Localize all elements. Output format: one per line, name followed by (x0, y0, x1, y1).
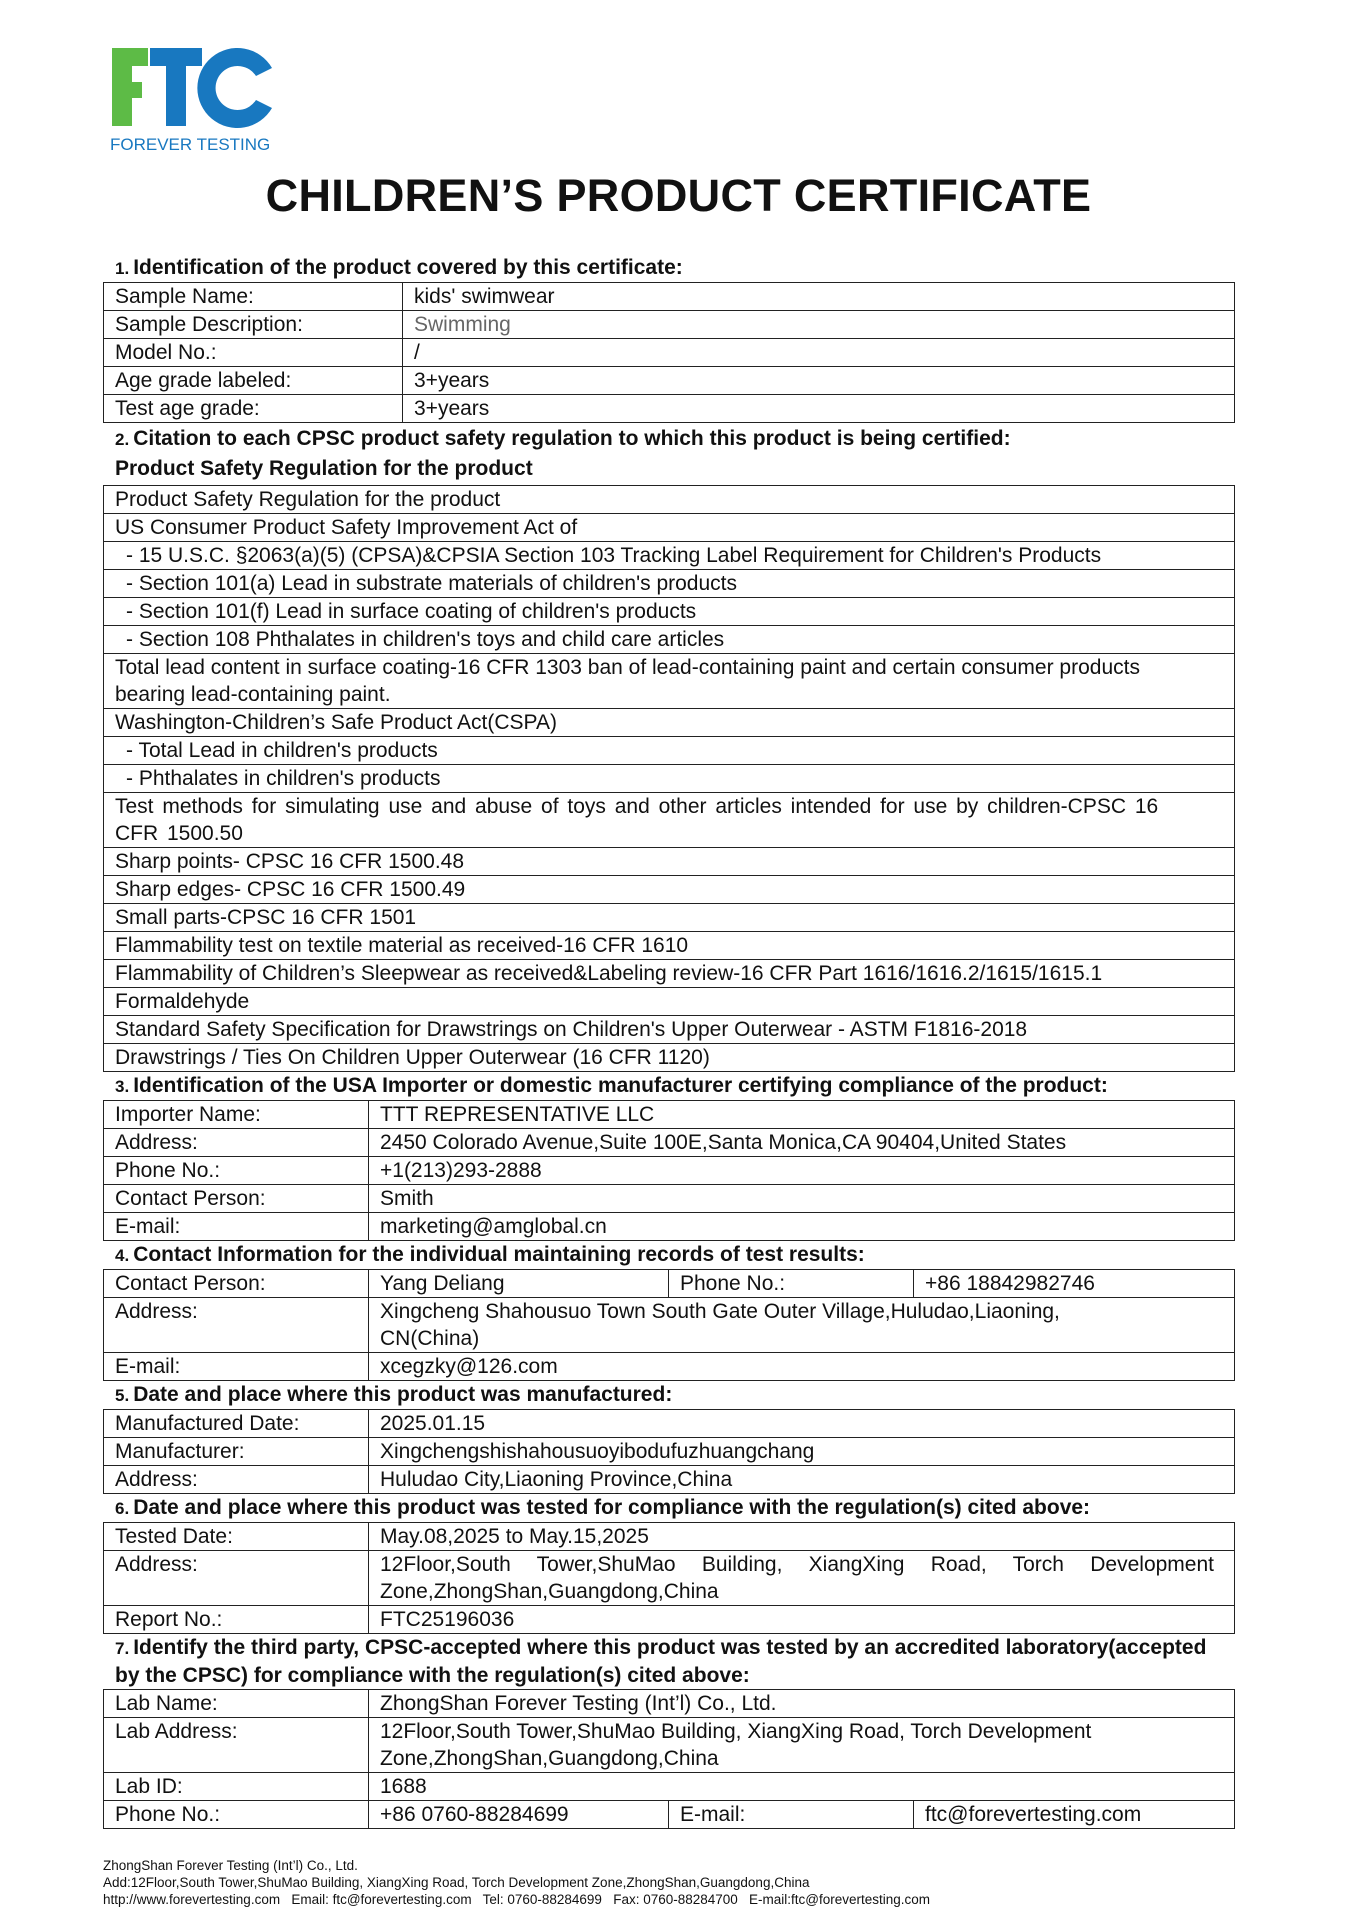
table-row: - 15 U.S.C. §2063(a)(5) (CPSA)&CPSIA Section 103 Tracking Label Requirement for Children's Products (104, 542, 1235, 570)
section-4-table (103, 1269, 1235, 1381)
table-row: Flammability test on textile material as received-16 CFR 1610 (104, 932, 1235, 960)
table-row: Contact Person: Smith (104, 1185, 1235, 1213)
certificate-body (103, 254, 1235, 1829)
table-row: US Consumer Product Safety Improvement Act of (104, 514, 1235, 542)
section-6-heading: 6. Date and place where this product was tested for compliance with the regulation(s) cited above: (115, 1496, 1091, 1519)
table-row: Phone No.: +86 0760-88284699 E-mail: ftc@forevertesting.com (104, 1801, 1235, 1829)
table-row: Lab Address: 12Floor,South Tower,ShuMao Building, XiangXing Road, Torch Development Zone,ZhongShan,Guangdong,China (104, 1718, 1235, 1773)
ftc-logo-mark (110, 46, 280, 156)
table-row: Lab ID: 1688 (104, 1773, 1235, 1801)
table-row: Washington-Children’s Safe Product Act(CSPA) (104, 709, 1235, 737)
table-row: - Total Lead in children's products (104, 737, 1235, 765)
table-row: Model No.: / (104, 339, 1235, 367)
table-row: Formaldehyde (104, 988, 1235, 1016)
table-row: Tested Date: May.08,2025 to May.15,2025 (104, 1523, 1235, 1551)
section-2-subheading: Product Safety Regulation for the product (115, 457, 533, 480)
table-row: Product Safety Regulation for the product (104, 486, 1235, 514)
section-7-heading: 7. Identify the third party, CPSC-accepted where this product was tested by an accredited laboratory(accepted by the CPSC) for compliance with the regulation(s) cited above: (115, 1636, 1207, 1687)
page-title: CHILDREN’S PRODUCT CERTIFICATE (265, 170, 1092, 221)
footer-company: ZhongShan Forever Testing (Int’l) Co., Ltd. (103, 1858, 358, 1873)
section-5-heading: 5. Date and place where this product was manufactured: (115, 1383, 673, 1406)
section-3-heading: 3. Identification of the USA Importer or domestic manufacturer certifying compliance of the product: (115, 1074, 1108, 1097)
table-row: - Phthalates in children's products (104, 765, 1235, 793)
section-3-table (103, 1100, 1235, 1241)
section-5-table (103, 1409, 1235, 1494)
table-row: Sample Name: kids' swimwear (104, 283, 1235, 311)
section-2-table (103, 485, 1235, 1072)
table-row: Age grade labeled: 3+years (104, 367, 1235, 395)
table-row: Contact Person: Yang Deliang Phone No.: +86 18842982746 (104, 1270, 1235, 1298)
section-4-heading: 4. Contact Information for the individual maintaining records of test results: (115, 1243, 865, 1266)
table-row: Lab Name: ZhongShan Forever Testing (Int’l) Co., Ltd. (104, 1690, 1235, 1718)
section-1-heading: 1. Identification of the product covered by this certificate: (115, 256, 683, 279)
section-1-table (103, 282, 1235, 423)
table-row: Address: Xingcheng Shahousuo Town South Gate Outer Village,Huludao,Liaoning, CN(China) (104, 1298, 1235, 1353)
table-row: E-mail: marketing@amglobal.cn (104, 1213, 1235, 1241)
page-footer (103, 1857, 930, 1908)
footer-contacts: http://www.forevertesting.com Email: ftc@forevertesting.com Tel: 0760-88284699 Fax: 0760-88284700 E-mail:ftc@forevertesting.com (103, 1892, 931, 1907)
table-row: Address: 12Floor,South Tower,ShuMao Building, XiangXing Road, Torch Development Zone,ZhongShan,Guangdong,China (104, 1551, 1235, 1606)
footer-address: Add:12Floor,South Tower,ShuMao Building, XiangXing Road, Torch Development Zone,ZhongShan,Guangdong,China (103, 1875, 810, 1890)
section-2-heading: 2. Citation to each CPSC product safety regulation to which this product is being certified: (115, 427, 1011, 450)
table-row: Address: Huludao City,Liaoning Province,China (104, 1466, 1235, 1494)
table-row: Flammability of Children’s Sleepwear as received&Labeling review-16 CFR Part 1616/1616.2/1615/1615.1 (104, 960, 1235, 988)
table-row: - Section 108 Phthalates in children's toys and child care articles (104, 626, 1235, 654)
table-row: Manufactured Date: 2025.01.15 (104, 1410, 1235, 1438)
table-row: Small parts-CPSC 16 CFR 1501 (104, 904, 1235, 932)
table-row: E-mail: xcegzky@126.com (104, 1353, 1235, 1381)
table-row: - Section 101(a) Lead in substrate materials of children's products (104, 570, 1235, 598)
section-6-table (103, 1522, 1235, 1634)
table-row: Drawstrings / Ties On Children Upper Outerwear (16 CFR 1120) (104, 1044, 1235, 1072)
table-row: Test methods for simulating use and abuse of toys and other articles intended for use by children-CPSC 16 CFR 1500.50 (104, 793, 1235, 848)
table-row: Total lead content in surface coating-16 CFR 1303 ban of lead-containing paint and certain consumer products bearing lead-containing paint. (104, 654, 1235, 709)
table-row: Standard Safety Specification for Drawstrings on Children's Upper Outerwear - ASTM F1816-2018 (104, 1016, 1235, 1044)
section-7-table (103, 1689, 1235, 1829)
table-row: Test age grade: 3+years (104, 395, 1235, 423)
table-row: Report No.: FTC25196036 (104, 1606, 1235, 1634)
table-row: Address: 2450 Colorado Avenue,Suite 100E,Santa Monica,CA 90404,United States (104, 1129, 1235, 1157)
table-row: Sharp edges- CPSC 16 CFR 1500.49 (104, 876, 1235, 904)
ftc-logo (110, 46, 280, 156)
table-row: Manufacturer: Xingchengshishahousuoyibodufuzhuangchang (104, 1438, 1235, 1466)
table-row: Sample Description: Swimming (104, 311, 1235, 339)
table-row: Phone No.: +1(213)293-2888 (104, 1157, 1235, 1185)
table-row: Sharp points- CPSC 16 CFR 1500.48 (104, 848, 1235, 876)
logo-caption: FOREVER TESTING (110, 135, 271, 154)
table-row: - Section 101(f) Lead in surface coating of children's products (104, 598, 1235, 626)
table-row: Importer Name: TTT REPRESENTATIVE LLC (104, 1101, 1235, 1129)
